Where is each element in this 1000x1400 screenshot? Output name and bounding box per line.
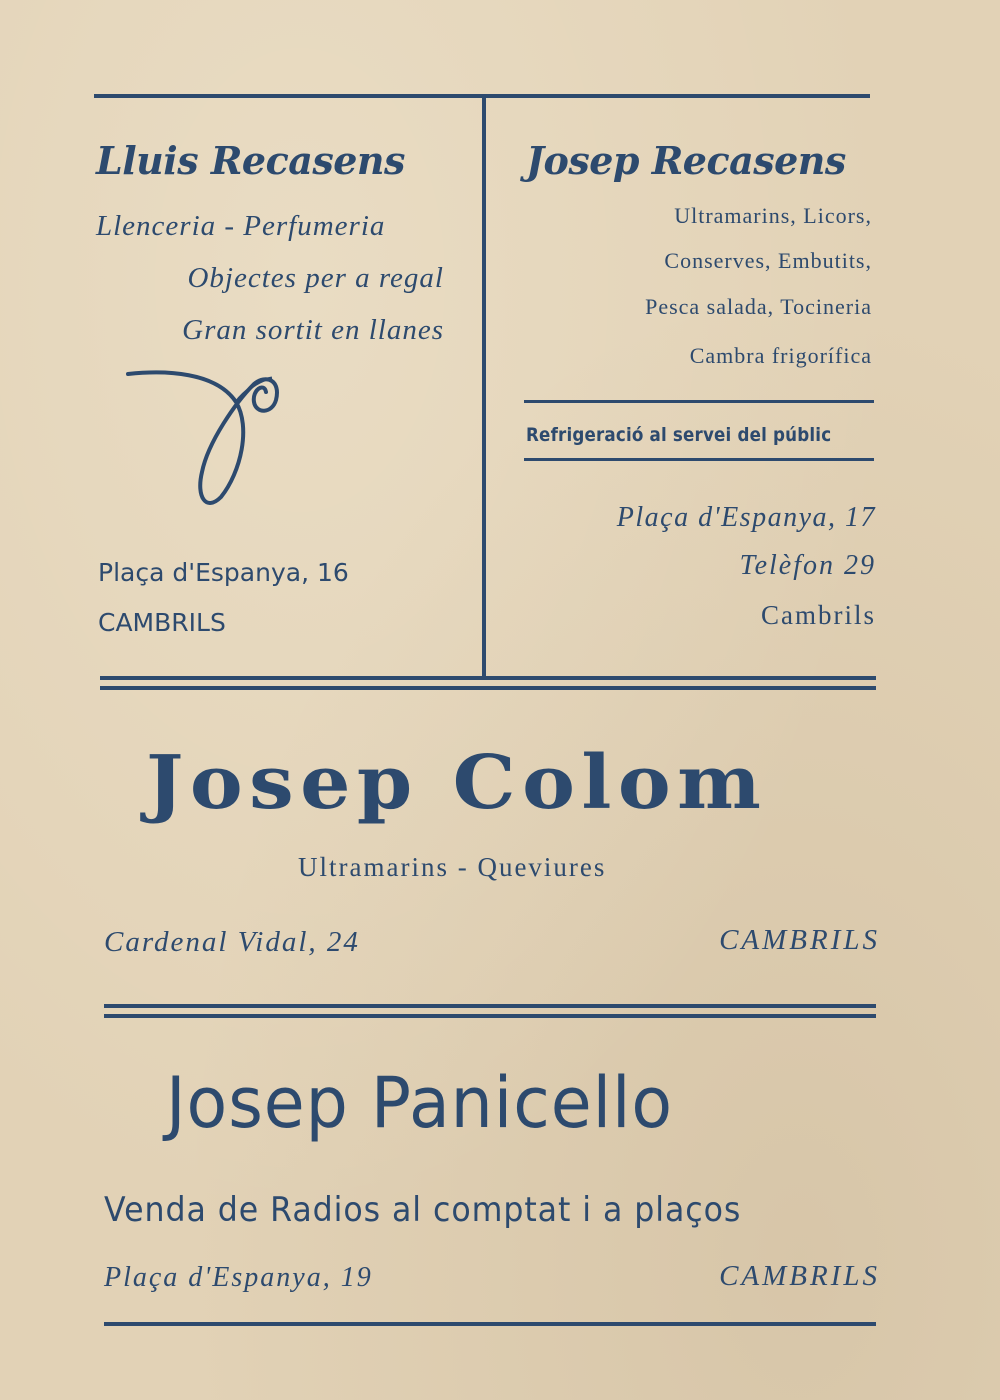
panicello-trade: Venda de Radios al comptat i a plaços bbox=[104, 1190, 742, 1230]
banner-bottom-line bbox=[524, 458, 874, 461]
section-rule-1b bbox=[100, 686, 876, 690]
josep-recasens-name: Josep Recasens bbox=[526, 138, 846, 183]
refrigeracio-banner: Refrigeració al servei del públic bbox=[526, 424, 832, 446]
lluis-town: CAMBRILS bbox=[98, 608, 226, 637]
josep-recasens-phone: Telèfon 29 bbox=[739, 550, 876, 581]
colom-address: Cardenal Vidal, 24 bbox=[104, 926, 360, 958]
panicello-town: CAMBRILS bbox=[719, 1260, 880, 1292]
josep-recasens-line1: Ultramarins, Licors, bbox=[674, 203, 872, 228]
section-rule-2b bbox=[104, 1014, 876, 1018]
section-rule-1a bbox=[100, 676, 876, 680]
panicello-address: Plaça d'Espanya, 19 bbox=[104, 1262, 373, 1293]
josep-recasens-line3: Pesca salada, Tocineria bbox=[645, 294, 872, 319]
banner-top-line bbox=[524, 400, 874, 403]
lluis-line1: Llenceria - Perfumeria bbox=[96, 210, 386, 242]
josep-recasens-address: Plaça d'Espanya, 17 bbox=[616, 502, 876, 533]
flourish-ornament-icon bbox=[126, 362, 296, 512]
section-rule-2a bbox=[104, 1004, 876, 1008]
panicello-name: Josep Panicello bbox=[166, 1062, 674, 1144]
josep-recasens-town: Cambrils bbox=[761, 600, 876, 630]
vertical-divider bbox=[482, 98, 486, 676]
colom-town: CAMBRILS bbox=[719, 924, 880, 956]
lluis-line2: Objectes per a regal bbox=[187, 262, 444, 294]
colom-name: Josep Colom bbox=[146, 740, 768, 826]
lluis-line3: Gran sortit en llanes bbox=[182, 314, 444, 346]
josep-recasens-line4: Cambra frigorífica bbox=[689, 343, 872, 368]
lluis-address: Plaça d'Espanya, 16 bbox=[98, 558, 349, 587]
josep-recasens-line2: Conserves, Embutits, bbox=[664, 248, 872, 273]
bottom-border-line bbox=[104, 1322, 876, 1326]
colom-trade: Ultramarins - Queviures bbox=[298, 852, 607, 882]
lluis-name: Lluis Recasens bbox=[96, 138, 405, 183]
